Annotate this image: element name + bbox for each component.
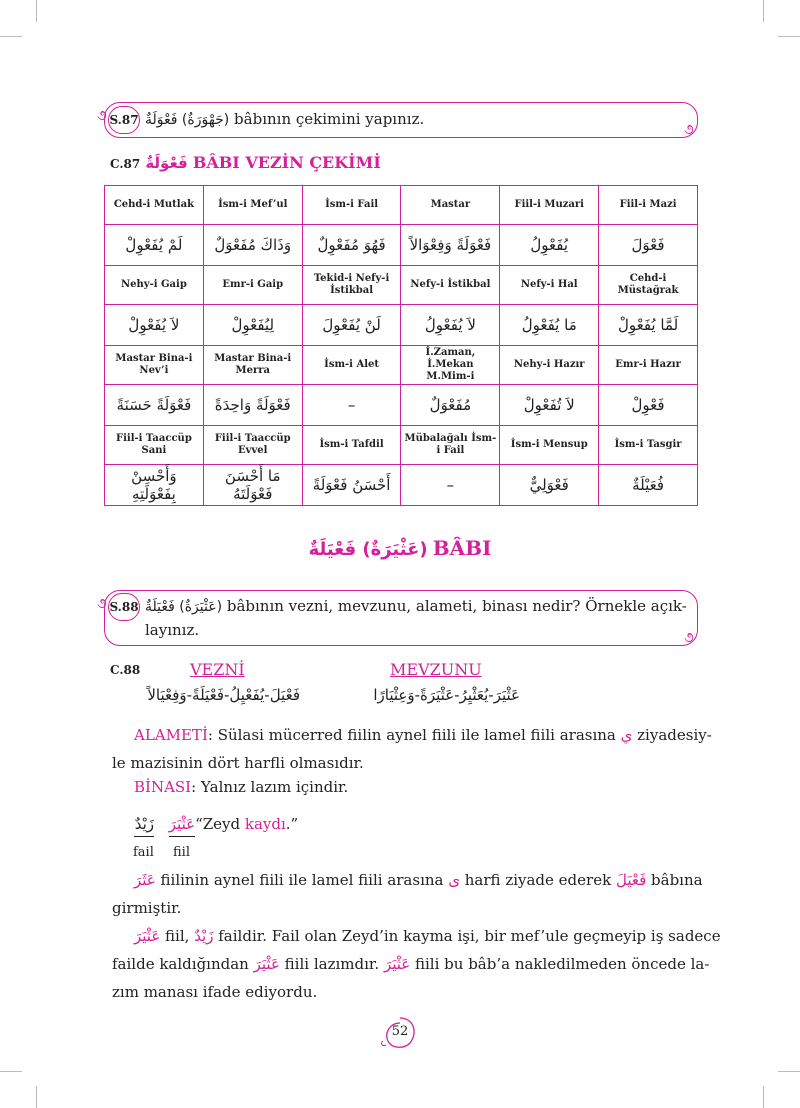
p2-arabic-4: عَثْيَرَ xyxy=(383,955,411,973)
table-arabic-cell: فُعَيْلَةٌ xyxy=(599,465,698,506)
table-header-cell: Fiil-i Taaccüp Sani xyxy=(105,426,204,465)
table-arabic-cell: فَعْوَلَةً وَاحِدَةً xyxy=(203,385,302,426)
swirl-ornament-icon: ૭ xyxy=(97,596,107,612)
mevzunu-label: MEVZUNU xyxy=(390,660,482,679)
conjugation-table xyxy=(104,185,698,506)
table-header-cell: İsm-i Alet xyxy=(302,346,401,385)
example-line xyxy=(134,810,298,838)
alameti-letter: ي xyxy=(620,726,633,744)
section-heading-title: BÂBI xyxy=(432,536,492,560)
binasi-label: BİNASI xyxy=(134,778,192,796)
table-arabic-cell: لَمْ يُفَعْوِلْ xyxy=(105,225,204,266)
p2-arabic-3: عَثْيَرَ xyxy=(253,955,280,973)
table-arabic-cell: مَا يُفَعْوِلُ xyxy=(500,305,599,346)
explanation-paragraph-1 xyxy=(112,866,702,922)
crop-mark xyxy=(36,0,37,22)
table-arabic-cell: أَحْسَنُ فَعْوَلَةً xyxy=(302,465,401,506)
section-heading xyxy=(0,534,800,564)
p2-line2-a: failde kaldığından xyxy=(112,955,254,973)
table-header-cell: İsm-i Mef’ul xyxy=(203,186,302,225)
example-quote-open: “Zeyd xyxy=(195,815,245,833)
table-header-cell: Emr-i Gaip xyxy=(203,266,302,305)
question-88-text xyxy=(145,595,687,642)
p1-arabic-verb: عَثَرَ xyxy=(134,871,156,889)
table-arabic-cell: مُفَعْوَلٌ xyxy=(401,385,500,426)
table-arabic-cell: لَنْ يُفَعْوِلَ xyxy=(302,305,401,346)
table-header-cell: Cehd-i Mutlak xyxy=(105,186,204,225)
question-87-sentence: bâbının çekimini yapınız. xyxy=(234,110,425,128)
answer-88-tag: C.88 xyxy=(110,663,141,677)
alameti-line2: le mazisinin dört harfli olmasıdır. xyxy=(112,754,364,772)
p1-arabic-pattern: فَعْيَلَ xyxy=(615,871,647,889)
table-arabic-cell: فَعْوِلْ xyxy=(599,385,698,426)
p2-text-1: fiil, xyxy=(160,927,195,945)
alameti-paragraph xyxy=(112,721,712,777)
table-arabic-cell: فَعْوَلَ xyxy=(599,225,698,266)
table-header-row xyxy=(105,346,698,385)
table-arabic-cell: لِيُفَعْوِلْ xyxy=(203,305,302,346)
question-87-text xyxy=(145,108,424,131)
table-arabic-cell: لاَ تُفَعْوِلْ xyxy=(500,385,599,426)
p2-line2-c: fiili bu bâb’a nakledilmeden öncede la- xyxy=(410,955,710,973)
table-arabic-cell: لاَ يُفَعْوِلْ xyxy=(105,305,204,346)
table-arabic-cell: لَمَّا يُفَعْوِلْ xyxy=(599,305,698,346)
table-header-cell: Fiil-i Taaccüp Evvel xyxy=(203,426,302,465)
question-87-arabic: (جَهْوَرَةٌ) فَعْوَلَةٌ xyxy=(145,112,230,128)
binasi-text: : Yalnız lazım içindir. xyxy=(191,778,349,796)
table-header-row xyxy=(105,186,698,225)
p2-line2-b: fiili lazımdır. xyxy=(279,955,384,973)
table-arabic-cell: – xyxy=(302,385,401,426)
table-header-row xyxy=(105,266,698,305)
table-header-cell: İsm-i Mensup xyxy=(500,426,599,465)
alameti-text-end: ziyadesiy- xyxy=(632,726,712,744)
answer-87-heading xyxy=(110,152,381,175)
alameti-text: : Sülasi mücerred fiilin aynel fiili ile lamel fiili arasına xyxy=(207,726,621,744)
question-87-tag: S.87 xyxy=(108,106,140,134)
example-fiil-arabic: عَثْيَرَ xyxy=(169,812,195,837)
example-quote-close: .” xyxy=(285,815,299,833)
table-header-cell: Nehy-i Gaip xyxy=(105,266,204,305)
table-header-cell: İ.Zaman, İ.Mekan M.Mim-i xyxy=(401,346,500,385)
p1-line2: girmiştir. xyxy=(112,899,182,917)
table-header-cell: Emr-i Hazır xyxy=(599,346,698,385)
question-88-line2: layınız. xyxy=(145,621,200,639)
swirl-ornament-icon: ૭ xyxy=(684,122,694,138)
p2-line3: zım manası ifade ediyordu. xyxy=(112,983,318,1001)
table-arabic-cell: وَأَحْسِنْ بِفَعْوَلَتِهِ xyxy=(105,465,204,506)
vezni-arabic: فَعْيَلَ-يُفَعْيِلُ-فَعْيَلَةً-وَفِعْيَالاً xyxy=(147,686,300,704)
table-header-row xyxy=(105,426,698,465)
crop-mark xyxy=(778,1071,800,1072)
question-88-line1: bâbının vezni, mevzunu, alameti, binası nedir? Örnekle açık- xyxy=(226,597,687,615)
crop-mark xyxy=(778,36,800,37)
crop-mark xyxy=(36,1086,37,1108)
explanation-paragraph-2 xyxy=(112,922,721,1006)
question-88-tag: S.88 xyxy=(108,593,140,621)
table-arabic-cell: فَهُوَ مُفَعْوِلٌ xyxy=(302,225,401,266)
table-header-cell: Cehd-i Müstağrak xyxy=(599,266,698,305)
table-header-cell: Nefy-i İstikbal xyxy=(401,266,500,305)
answer-87-arabic: فَعْوَلَةٌ xyxy=(145,154,188,172)
p1-text-1: fiilinin aynel fiili ile lamel fiili arasına xyxy=(155,871,449,889)
p2-arabic-2: زَيْدٌ xyxy=(194,927,214,945)
table-header-cell: Nefy-i Hal xyxy=(500,266,599,305)
table-arabic-cell: لاَ يُفَعْوِلُ xyxy=(401,305,500,346)
crop-mark xyxy=(763,0,764,22)
answer-87-title: BÂBI VEZİN ÇEKİMİ xyxy=(192,153,381,172)
table-arabic-cell: مَا أَحْسَنَ فَعْوَلَتَهُ xyxy=(203,465,302,506)
table-header-cell: Mastar xyxy=(401,186,500,225)
table-arabic-row xyxy=(105,465,698,506)
table-header-cell: İsm-i Tafdil xyxy=(302,426,401,465)
swirl-ornament-icon: ૭ xyxy=(97,108,107,124)
question-88-arabic: (عَثْيَرَةٌ) فَعْيَلَةٌ xyxy=(145,599,223,615)
p1-text-2: harfi ziyade ederek xyxy=(460,871,616,889)
table-header-cell: Tekid-i Nefy-i İstikbal xyxy=(302,266,401,305)
table-header-cell: Fiil-i Muzari xyxy=(500,186,599,225)
crop-mark xyxy=(763,1086,764,1108)
table-arabic-cell: يُفَعْوِلُ xyxy=(500,225,599,266)
table-header-cell: İsm-i Fail xyxy=(302,186,401,225)
table-header-cell: Nehy-i Hazır xyxy=(500,346,599,385)
p1-text-3: bâbına xyxy=(646,871,703,889)
binasi-paragraph xyxy=(134,773,348,801)
table-arabic-cell: فَعْوَلِيٌّ xyxy=(500,465,599,506)
table-arabic-row xyxy=(105,305,698,346)
page-number: 52 xyxy=(391,1024,409,1039)
table-arabic-row xyxy=(105,225,698,266)
table-header-cell: Fiil-i Mazi xyxy=(599,186,698,225)
crop-mark xyxy=(0,36,22,37)
alameti-label: ALAMETİ xyxy=(134,726,208,744)
table-arabic-row xyxy=(105,385,698,426)
table-header-cell: Mastar Bina-i Nev’i xyxy=(105,346,204,385)
table-header-cell: Mastar Bina-i Merra xyxy=(203,346,302,385)
table-header-cell: Mübalağalı İsm-i Fail xyxy=(401,426,500,465)
example-quote-verb: kaydı xyxy=(244,815,286,833)
fail-caption: fail xyxy=(133,845,154,860)
table-arabic-cell: فَعْوَلَةً حَسَنَةً xyxy=(105,385,204,426)
table-arabic-cell: – xyxy=(401,465,500,506)
p2-arabic-1: عَثْيَرَ xyxy=(134,927,161,945)
crop-mark xyxy=(0,1071,22,1072)
section-heading-arabic: (عَثْيَرَةٌ) فَعْيَلَةٌ xyxy=(308,539,428,560)
table-header-cell: İsm-i Tasgir xyxy=(599,426,698,465)
mevzunu-arabic: عَثْيَرَ-يُعَثْيِرُ-عَثْيَرَةً-وَعِثْيَارًا xyxy=(373,686,520,704)
table-arabic-cell: وَذَاكَ مُفَعْوَلٌ xyxy=(203,225,302,266)
vezni-label: VEZNİ xyxy=(190,660,245,679)
example-fail-arabic: زَيْدٌ xyxy=(134,812,154,837)
p1-letter: ى xyxy=(448,871,460,889)
swirl-ornament-icon: ૭ xyxy=(684,630,694,646)
table-arabic-cell: فَعْوَلَةً وَفِعْوَالاً xyxy=(401,225,500,266)
p2-text-2: faildir. Fail olan Zeyd’in kayma işi, bir mef’ule geçmeyip iş sadece xyxy=(213,927,721,945)
answer-87-tag: C.87 xyxy=(110,157,141,171)
fiil-caption: fiil xyxy=(173,845,190,860)
